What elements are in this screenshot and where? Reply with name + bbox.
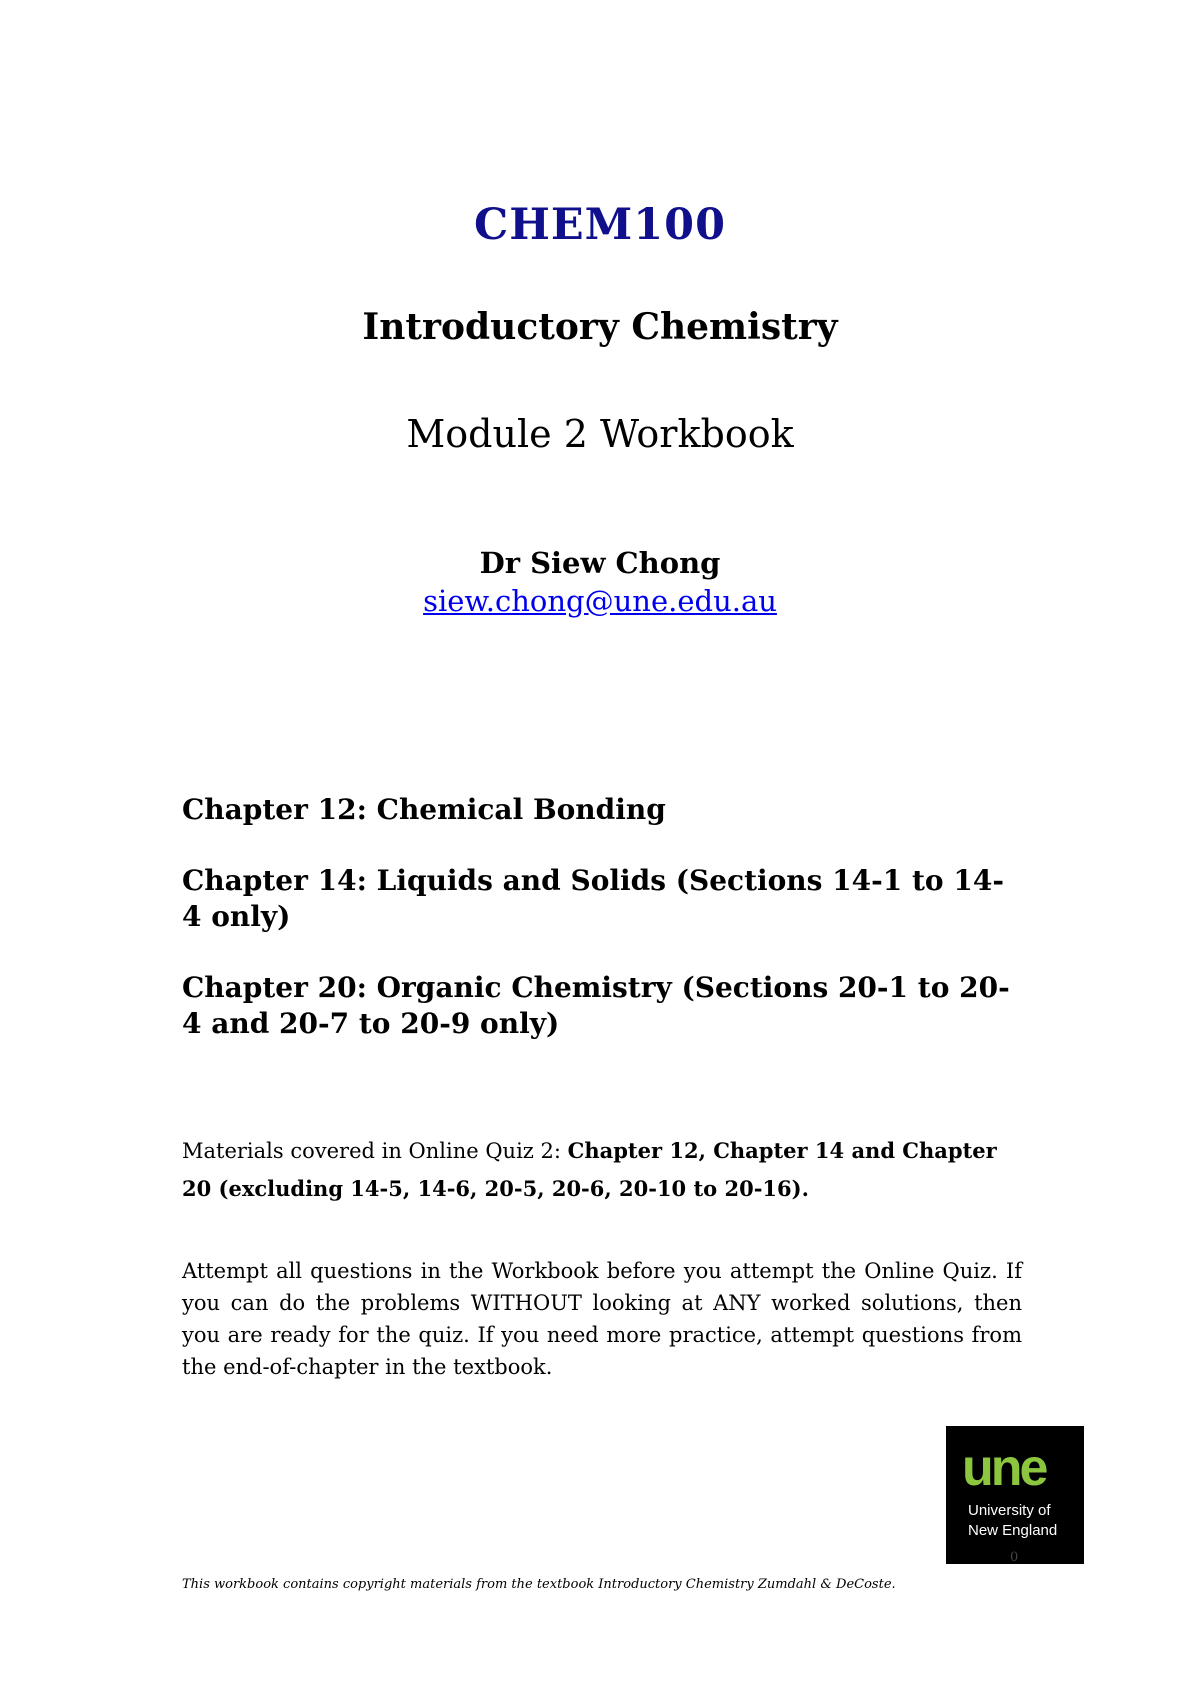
copyright-footer: This workbook contains copyright materials from the textbook Introductory Chemistry Zumdahl & DeCoste. — [182, 1577, 896, 1592]
materials-lead: Materials covered in Online Quiz 2: — [182, 1139, 568, 1163]
instructions-paragraph: Attempt all questions in the Workbook before you attempt the Online Quiz. If you can do the problems WITHOUT looking at ANY worked solutions, then you are ready for the quiz. If you need more practice, attempt questions from the end-of-chapter in the textbook. — [182, 1259, 1022, 1379]
quiz-materials-note — [182, 1132, 1022, 1208]
workbook-title: Module 2 Workbook — [406, 412, 794, 456]
logo-text-line1: University of — [968, 1502, 1051, 1519]
une-logo — [946, 1426, 1084, 1564]
materials-emphasis: Chapter 12, Chapter 14 and Chapter 20 (excluding 14-5, 14-6, 20-5, 20-6, 20-10 to 20-16). — [182, 1138, 997, 1201]
logo-text-line2: New England — [968, 1522, 1058, 1539]
author-email-line — [0, 584, 1200, 618]
author-name: Dr Siew Chong — [479, 546, 721, 580]
chapter-item: Chapter 12: Chemical Bonding — [182, 793, 666, 826]
chapter-item: Chapter 20: Organic Chemistry (Sections 20-1 to 20-4 and 20-7 to 20-9 only) — [182, 971, 1010, 1040]
page-number: 0 — [1010, 1550, 1019, 1565]
course-code: CHEM100 — [474, 200, 726, 250]
chapter-list — [182, 792, 1022, 1077]
course-title: Introductory Chemistry — [362, 306, 838, 348]
author-email-link[interactable]: siew.chong@une.edu.au — [423, 584, 777, 618]
logo-mark: une — [962, 1439, 1046, 1497]
chapter-item: Chapter 14: Liquids and Solids (Sections 14-1 to 14-4 only) — [182, 864, 1004, 933]
